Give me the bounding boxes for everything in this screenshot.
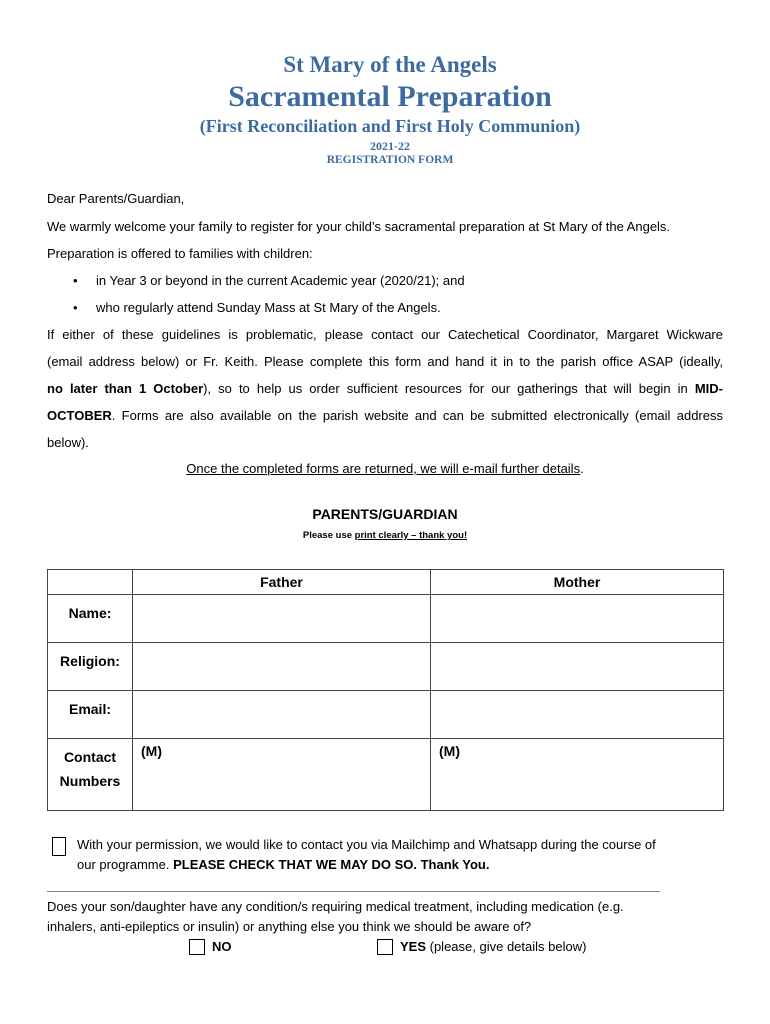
page-title: Sacramental Preparation xyxy=(228,80,552,113)
father-email-field[interactable] xyxy=(133,691,431,739)
medical-question-line-1: Does your son/daughter have any condition/s requiring medical treatment, including medication (e.g. xyxy=(47,899,624,914)
church-name: St Mary of the Angels xyxy=(283,52,497,77)
medical-question-line-2: inhalers, anti-epileptics or insulin) or anything else you think we should be aware of? xyxy=(47,919,532,934)
mid-label: MID- xyxy=(694,381,723,396)
mother-name-field[interactable] xyxy=(431,595,724,643)
permission-line-1: With your permission, we would like to contact you via Mailchimp and Whatsapp during the course of xyxy=(77,837,656,852)
bullet-icon: • xyxy=(73,300,78,315)
permission-line-2: our programme. PLEASE CHECK THAT WE MAY DO SO. Thank You. xyxy=(77,857,490,872)
table-row xyxy=(48,595,724,643)
form-label: REGISTRATION FORM xyxy=(326,154,454,166)
table-row xyxy=(48,643,724,691)
return-note: Once the completed forms are returned, we will e-mail further details. xyxy=(186,461,584,476)
academic-year: 2021-22 xyxy=(370,139,410,153)
guideline-line-3: no later than 1 October), so to help us order sufficient resources for our gatherings that will begin in MID- xyxy=(47,381,723,396)
print-instruction: Please use print clearly – thank you! xyxy=(302,530,468,541)
row-label-religion: Religion: xyxy=(48,643,133,691)
october-label: OCTOBER xyxy=(47,408,112,423)
guideline-line-1: If either of these guidelines is problematic, please contact our Catechetical Coordinator, Margaret Wickware xyxy=(47,327,723,342)
greeting: Dear Parents/Guardian, xyxy=(47,191,185,206)
divider xyxy=(47,891,660,892)
guideline-line-4: OCTOBER. Forms are also available on the parish website and can be submitted electronically (email address xyxy=(47,408,723,423)
page-subtitle: (First Reconciliation and First Holy Communion) xyxy=(199,116,581,136)
row-label-email: Email: xyxy=(48,691,133,739)
father-contact-field[interactable]: (M) xyxy=(133,739,431,811)
offered-text: Preparation is offered to families with children: xyxy=(47,246,313,261)
mother-religion-field[interactable] xyxy=(431,643,724,691)
father-religion-field[interactable] xyxy=(133,643,431,691)
table-row xyxy=(48,691,724,739)
bullet-mass: who regularly attend Sunday Mass at St Mary of the Angels. xyxy=(96,300,441,315)
table-row xyxy=(48,739,724,811)
yes-label: YES (please, give details below) xyxy=(400,939,587,954)
deadline: no later than 1 October xyxy=(47,381,204,396)
mother-contact-field[interactable]: (M) xyxy=(431,739,724,811)
table-header-row xyxy=(48,570,724,595)
permission-checkbox[interactable] xyxy=(52,837,66,856)
mother-email-field[interactable] xyxy=(431,691,724,739)
bullet-icon: • xyxy=(73,273,78,288)
column-father: Father xyxy=(133,570,431,595)
welcome-text: We warmly welcome your family to register for your child’s sacramental preparation at St Mary of the Angels. xyxy=(47,219,671,234)
guideline-line-5: below). xyxy=(47,435,89,450)
no-label: NO xyxy=(212,939,232,954)
row-label-contact: Contact Numbers xyxy=(48,739,133,811)
section-heading: PARENTS/GUARDIAN xyxy=(312,506,458,522)
no-checkbox[interactable] xyxy=(189,939,205,955)
empty-corner xyxy=(48,570,133,595)
row-label-name: Name: xyxy=(48,595,133,643)
column-mother: Mother xyxy=(431,570,724,595)
yes-checkbox[interactable] xyxy=(377,939,393,955)
guideline-line-2: (email address below) or Fr. Keith. Please complete this form and hand it in to the parish office ASAP (ideally, xyxy=(47,354,723,369)
parents-table xyxy=(47,569,724,811)
bullet-year: in Year 3 or beyond in the current Academic year (2020/21); and xyxy=(96,273,465,288)
father-name-field[interactable] xyxy=(133,595,431,643)
